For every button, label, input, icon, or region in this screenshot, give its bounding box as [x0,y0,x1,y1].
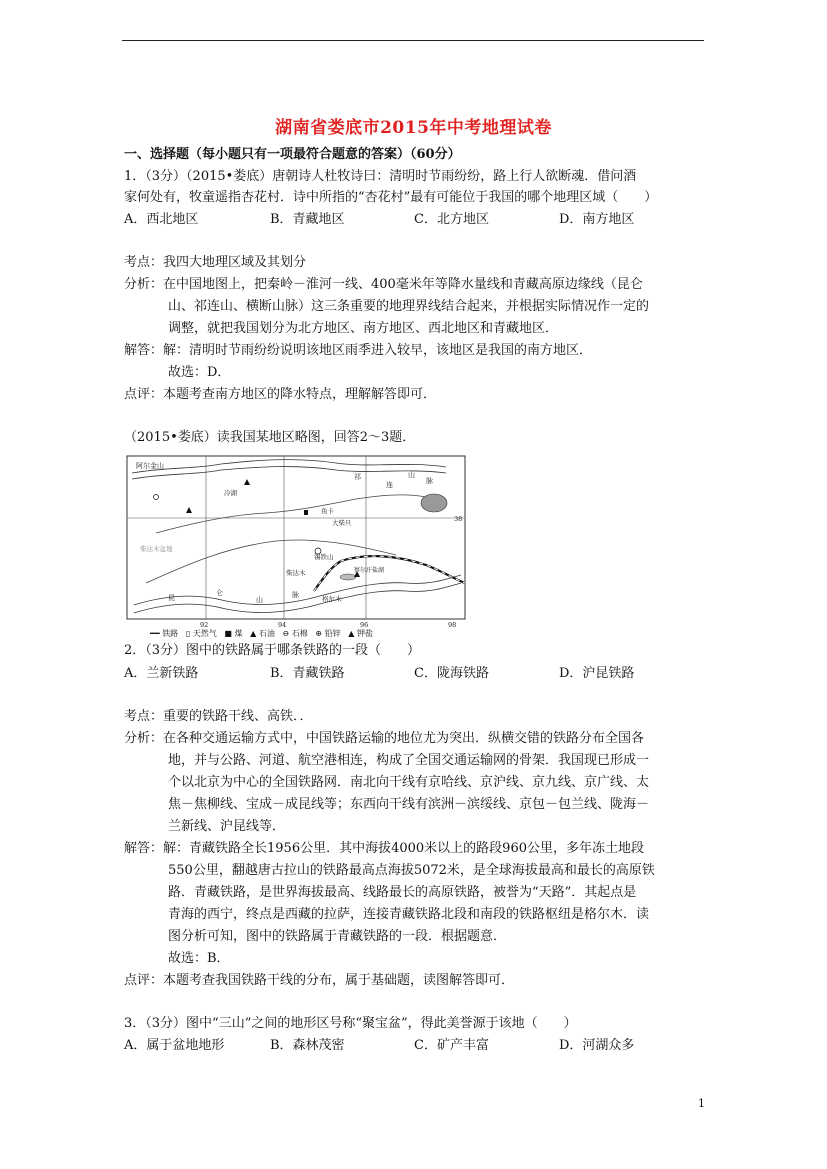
map-label: 山 [256,596,263,604]
map-label: 连 [386,481,393,489]
map-tick: 38 [454,515,463,523]
legend-gas-icon: ▯ [180,629,193,638]
map-label: 柴达木盆地 [140,545,173,553]
map-label: 阿尔金山 [136,462,164,470]
map-label: 仑 [216,589,223,597]
q1-option-d: D．南方地区 [559,212,635,227]
q2-jieda-line5: 图分析可知，图中的铁路属于青藏铁路的一段．根据题意． [168,929,507,944]
q2-jieda-line2: 550公里，翻越唐古拉山的铁路最高点海拔5072米，是全球海拔最高和最长的高原铁 [168,863,655,878]
header-rule [122,40,704,41]
legend-asbestos-icon: ⊖ [277,629,292,638]
q1-fenxi-line1: 分析：在中国地图上，把秦岭－淮河一线、400毫米年等降水量线和青藏高原边缘线（昆仑 [124,277,643,292]
map-label: 锡铁山 [314,553,334,561]
legend-leadzinc: 铅锌 [324,629,341,638]
q2-kaodian: 考点：重要的铁路干线、高铁．． [124,709,313,724]
map-label: 冷湖 [224,489,237,497]
map-tick: 92 [200,621,209,629]
q2-option-a: A．兰新铁路 [124,666,199,681]
page-title: 湖南省娄底市2015年中考地理试卷 [275,118,552,138]
q1-kaodian: 考点：我四大地理区域及其划分 [124,255,307,270]
map-label: 脉 [426,477,433,485]
q3-option-d: D．河湖众多 [559,1038,635,1053]
q2-jieda-line4: 青海的西宁，终点是西藏的拉萨，连接青藏铁路北段和南段的铁路枢纽是格尔木．读 [168,907,650,922]
q1-option-c: C．北方地区 [414,212,489,227]
q2-fenxi-line4: 焦－焦柳线、宝成－成昆线等；东西向干线有滨洲－滨绥线、京包－包兰线、陇海－ [168,797,650,812]
q1-option-a: A．西北地区 [124,212,199,227]
q3-option-a: A．属于盆地地形 [124,1038,225,1053]
lake [421,494,447,512]
map-label: 脉 [292,591,299,599]
map-label: 大柴旦 [332,519,352,527]
q2-option-d: D．沪昆铁路 [559,666,635,681]
q1-option-b: B．青藏地区 [270,212,345,227]
q1-stem-line1: 1．（3分）（2015•娄底）唐朝诗人杜牧诗曰：清明时节雨纷纷，路上行人欲断魂．借问酒 [124,169,637,184]
coal-symbol [304,510,308,515]
legend-leadzinc-icon: ⊕ [310,629,325,638]
q1-dianping: 点评：本题考查南方地区的降水特点，理解解答即可． [124,387,437,402]
map-intro: （2015•娄底）读我国某地区略图，回答2～3题． [124,430,416,445]
q1-jieda: 解答：解：清明时节雨纷纷说明该地区雨季进入较早，该地区是我国的南方地区． [124,343,593,358]
map-label: 察尔汗盐湖 [354,567,385,574]
region-map [126,455,466,640]
q2-answer: 故选：B． [168,951,230,966]
q2-option-c: C．陇海铁路 [414,666,489,681]
map-label: 山 [408,471,415,479]
q1-fenxi-line3: 调整，就把我国划分为北方地区、南方地区、西北地区和青藏地区． [168,321,559,336]
asbestos-symbol [154,495,159,500]
legend-oil: 石油 [258,629,275,638]
salt-lake [340,574,356,580]
q1-answer: 故选：D． [168,365,231,380]
legend-railway-icon: ━━ [150,629,163,638]
legend-railway: 铁路 [162,629,179,638]
q2-jieda-line1: 解答：解：青藏铁路全长1956公里．其中海拔4000米以上的路段960公里，多年冻土地段 [124,841,644,856]
q2-fenxi-line3: 个以北京为中心的全国铁路网．南北向干线有京哈线、京沪线、京九线、京广线、太 [168,775,650,790]
q2-jieda-line3: 路．青藏铁路，是世界海拔最高、线路最长的高原铁路，被誉为“天路”．其起点是 [168,885,637,900]
legend-coal: 煤 [234,629,243,638]
q2-fenxi-line5: 兰新线、沪昆线等． [168,819,286,834]
q2-stem: 2．（3分）图中的铁路属于哪条铁路的一段（ ） [124,643,421,658]
legend-asbestos: 石棉 [291,629,308,638]
q1-fenxi-line2: 山、祁连山、横断山脉）这三条重要的地理界线结合起来，并根据实际情况作一定的 [168,299,650,314]
legend-oil-icon: ▲ [245,629,259,638]
q1-stem-line2: 家何处有，牧童遥指杏花村．诗中所指的“杏花村”最有可能位于我国的哪个地理区域（ ） [124,190,658,205]
map-label: 昆 [168,594,175,602]
q2-fenxi-line2: 地，并与公路、河道、航空港相连，构成了全国交通运输网的骨架．我国现已形成一 [168,753,650,768]
q2-fenxi-line1: 分析：在各种交通运输方式中，中国铁路运输的地位尤为突出．纵横交错的铁路分布全国各 [124,731,645,746]
map-label: 鱼卡 [321,507,334,515]
map-tick: 96 [360,621,369,629]
legend-coal-icon: ■ [219,629,235,638]
map-tick: 98 [448,621,457,629]
page-number: 1 [698,1097,705,1110]
q3-option-b: B．森林茂密 [270,1038,345,1053]
map-legend [150,628,373,639]
q2-dianping: 点评：本题考查我国铁路干线的分布，属于基础题，读图解答即可． [124,973,515,988]
map-label: 柴达木 [286,569,306,577]
q3-option-c: C．矿产丰富 [414,1038,489,1053]
legend-potash-icon: ▲ [343,629,357,638]
section-heading: 一、选择题（每小题只有一项最符合题意的答案）（60分） [124,147,461,162]
q3-stem: 3．（3分）图中“三山”之间的地形区号称“聚宝盆”，得此美誉源于该地（ ） [124,1016,577,1031]
map-tick: 94 [278,621,287,629]
map-label: 祁 [354,473,361,481]
legend-gas: 天然气 [192,629,217,638]
q2-option-b: B．青藏铁路 [270,666,345,681]
legend-potash: 钾盐 [356,629,373,638]
map-label: 格尔木 [322,595,342,603]
